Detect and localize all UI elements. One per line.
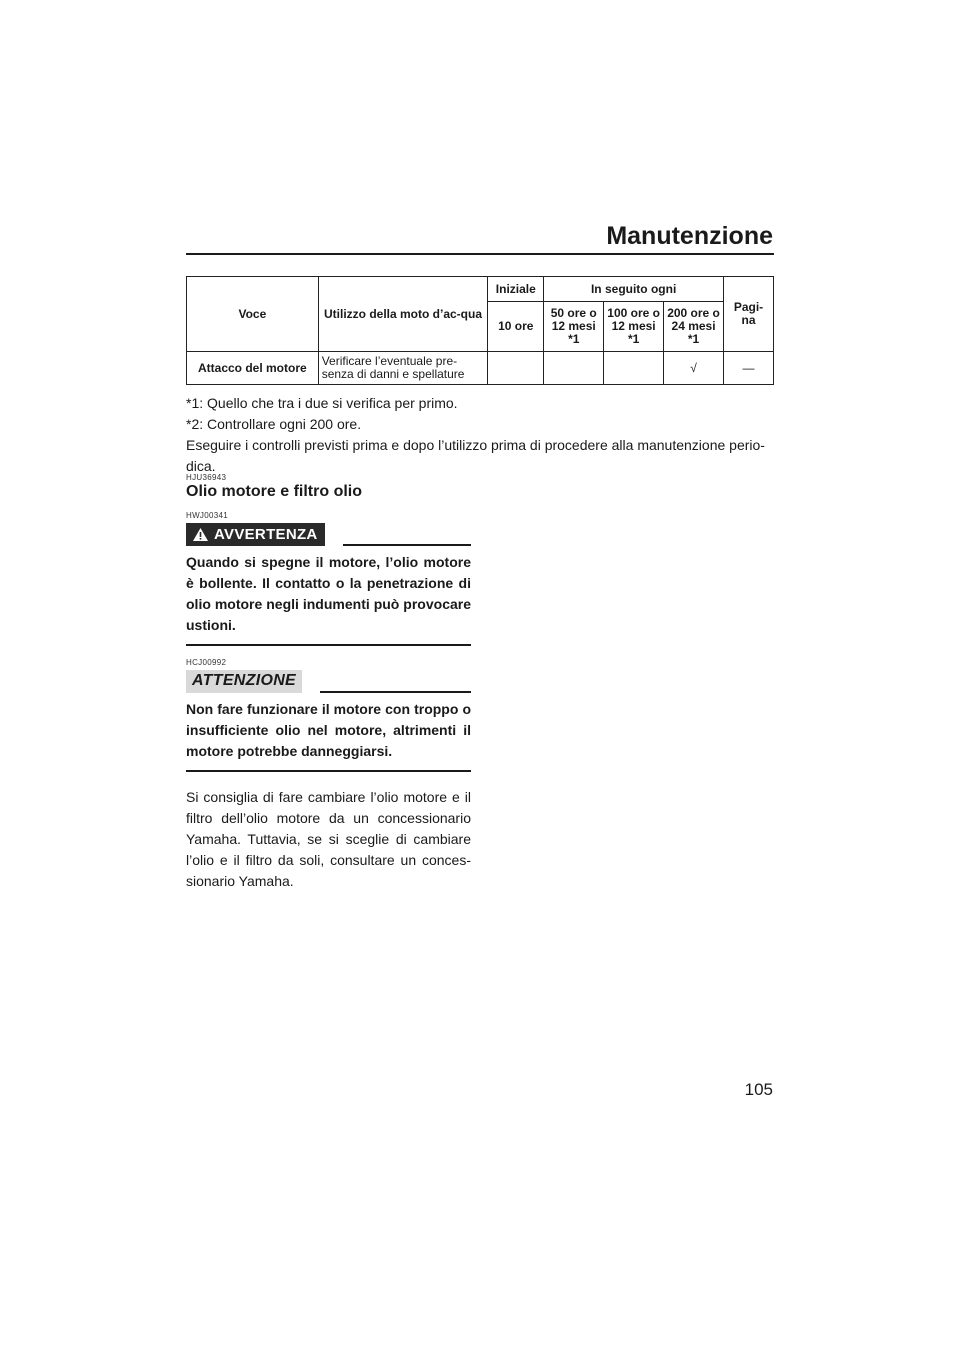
warning-header-rule [343,544,471,546]
header-10-ore: 10 ore [488,302,544,352]
header-pagina: Pagi-na [724,277,774,352]
table-row [187,352,774,385]
header-100-ore: 100 ore o 12 mesi *1 [604,302,664,352]
row-200-ore: √ [664,352,724,385]
row-pagina: — [724,352,774,385]
row-voce: Attacco del motore [187,352,319,385]
page-title: Manutenzione [606,222,773,250]
warning-triangle-icon [192,527,209,542]
body-text: Si consiglia di fare cambiare l’olio motore e il filtro dell’olio motore da un concessionario Yamaha. Tuttavia, se si sceglie di cambiare l’olio e il filtro da soli, consultare un conces-sionario Yamaha. [186,789,471,889]
maintenance-table [186,276,774,385]
section-code: HJU36943 [186,473,227,482]
row-utilizzo: Verificare l’eventuale pre-senza di danni e spellature [318,352,488,385]
warning-end-rule [186,644,471,646]
section-engine-oil [186,473,471,892]
header-utilizzo: Utilizzo della moto d’ac-qua [318,277,488,352]
page-number: 105 [744,1080,773,1099]
header-50-ore: 50 ore o 12 mesi *1 [544,302,604,352]
caution-end-rule [186,770,471,772]
caution-text: Non fare funzionare il motore con troppo o insufficiente olio nel motore, altrimenti il motore potrebbe danneggiarsi. [186,701,471,759]
caution-header [186,669,471,693]
table-notes [186,393,776,477]
section-title: Olio motore e filtro olio [186,483,362,500]
caution-header-rule [320,691,471,693]
caution-code: HCJ00992 [186,658,227,667]
header-iniziale: Iniziale [488,277,544,302]
note-3: Eseguire i controlli previsti prima e dopo l’utilizzo prima di procedere alla manutenzione perio-dica. [186,437,765,474]
header-voce: Voce [187,277,319,352]
warning-text: Quando si spegne il motore, l’olio motore è bollente. Il contatto o la penetrazione di olio motore negli indumenti può provocare ustioni. [186,554,471,633]
header-200-ore: 200 ore o 24 mesi *1 [664,302,724,352]
warning-header [186,522,471,546]
caution-label: ATTENZIONE [186,670,302,693]
row-10-ore [488,352,544,385]
warning-badge [186,523,325,546]
row-50-ore [544,352,604,385]
warning-label: AVVERTENZA [214,525,318,543]
row-100-ore [604,352,664,385]
note-2: *2: Controllare ogni 200 ore. [186,416,362,432]
warning-code: HWJ00341 [186,511,228,520]
title-rule [186,253,774,255]
header-in-seguito: In seguito ogni [544,277,724,302]
note-1: *1: Quello che tra i due si verifica per primo. [186,395,458,411]
